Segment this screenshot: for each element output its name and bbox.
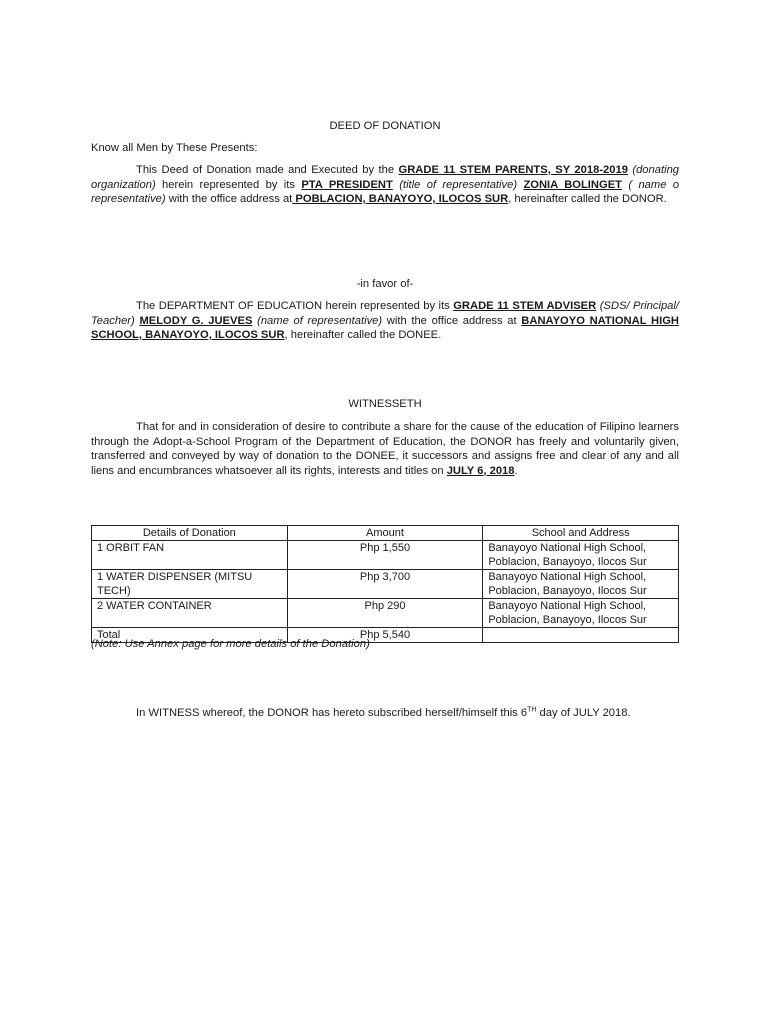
header-details: Details of Donation — [92, 526, 288, 541]
row-school: Banayoyo National High School, Poblacion, Banayoyo, Ilocos Sur — [483, 541, 679, 570]
row-detail: 1 ORBIT FAN — [92, 541, 288, 570]
row-amount: Php 290 — [287, 599, 483, 628]
donee-rep-title: GRADE 11 STEM ADVISER — [453, 300, 597, 312]
annex-note-text: (Note: Use Annex page for more details of the Donation) — [91, 638, 370, 650]
document-title: DEED OF DONATION — [329, 120, 441, 132]
donor-organization: GRADE 11 STEM PARENTS, SY 2018-2019 — [398, 164, 628, 176]
donor-rep-name: ZONIA BOLINGET — [523, 178, 622, 191]
header-amount: Amount — [287, 526, 483, 541]
salutation: Know all Men by These Presents: — [91, 142, 258, 154]
donor-paragraph — [91, 163, 679, 207]
donation-date: JULY 6, 2018 — [446, 464, 515, 477]
table-row — [92, 570, 679, 599]
row-school: Banayoyo National High School, Poblacion, Banayoyo, Ilocos Sur — [483, 570, 679, 599]
donor-rep-title-note: (title of representative) — [399, 178, 518, 191]
table-header-row — [92, 526, 679, 541]
donor-rep-title: PTA PRESIDENT — [301, 178, 393, 191]
witness-paragraph — [91, 706, 679, 721]
in-favor-of: -in favor of- — [356, 278, 414, 290]
witnesseth-paragraph — [91, 420, 679, 478]
day-superscript: TH — [527, 706, 537, 714]
witness-text-2: day of JULY 2018. — [536, 707, 631, 719]
witnesseth-heading: WITNESSETH — [348, 398, 422, 410]
donee-text-3: , hereinafter called the DONEE. — [284, 329, 442, 342]
donor-organization-note: (donating organization) — [91, 164, 680, 191]
donee-text-1: The DEPARTMENT OF EDUCATION herein represented by its — [136, 300, 454, 312]
donor-address: POBLACION, BANAYOYO, ILOCOS SUR — [292, 193, 509, 206]
row-amount: Php 1,550 — [287, 541, 483, 570]
row-amount: Php 3,700 — [287, 570, 483, 599]
table-row — [92, 599, 679, 628]
table-row — [92, 541, 679, 570]
annex-note — [91, 637, 679, 652]
donor-text-1: This Deed of Donation made and Executed by the — [136, 164, 399, 176]
donor-text-2: herein represented by its — [155, 178, 302, 191]
witnesseth-end: . — [514, 464, 518, 477]
donee-paragraph — [91, 299, 679, 343]
total-label: Total — [92, 628, 288, 643]
row-detail: 2 WATER CONTAINER — [92, 599, 288, 628]
witnesseth-text: That for and in consideration of desire to contribute a share for the cause of the education of Filipino learners through the Adopt-a-School Program of the Department of Education, the DONOR has freely and voluntarily given, transferred and conveyed by way of donation to the DONEE, it successors and assigns free and clear of any and all liens and encumbrances whatsoever all its rights, interests and titles on — [91, 421, 679, 477]
donor-text-4: , hereinafter called the DONOR. — [508, 193, 667, 206]
donee-rep-name-note: (name of representative) — [257, 314, 383, 327]
donee-text-2: with the office address at — [382, 314, 522, 327]
donee-rep-name: MELODY G. JUEVES — [139, 314, 253, 327]
donee-address: BANAYOYO NATIONAL HIGH SCHOOL, BANAYOYO, ILOCOS SUR — [91, 314, 679, 342]
witness-text-1: In WITNESS whereof, the DONOR has hereto subscribed herself/himself this 6 — [136, 707, 528, 719]
header-school: School and Address — [483, 526, 679, 541]
total-amount: Php 5,540 — [287, 628, 483, 643]
donor-text-3: with the office address at — [165, 193, 293, 206]
donee-rep-title-note: (SDS/ Principal/ Teacher) — [91, 300, 679, 327]
row-detail: 1 WATER DISPENSER (MITSU TECH) — [92, 570, 288, 599]
donation-table — [91, 525, 679, 643]
row-school: Banayoyo National High School, Poblacion, Banayoyo, Ilocos Sur — [483, 599, 679, 628]
donor-rep-name-note: ( name o representative) — [91, 178, 680, 206]
